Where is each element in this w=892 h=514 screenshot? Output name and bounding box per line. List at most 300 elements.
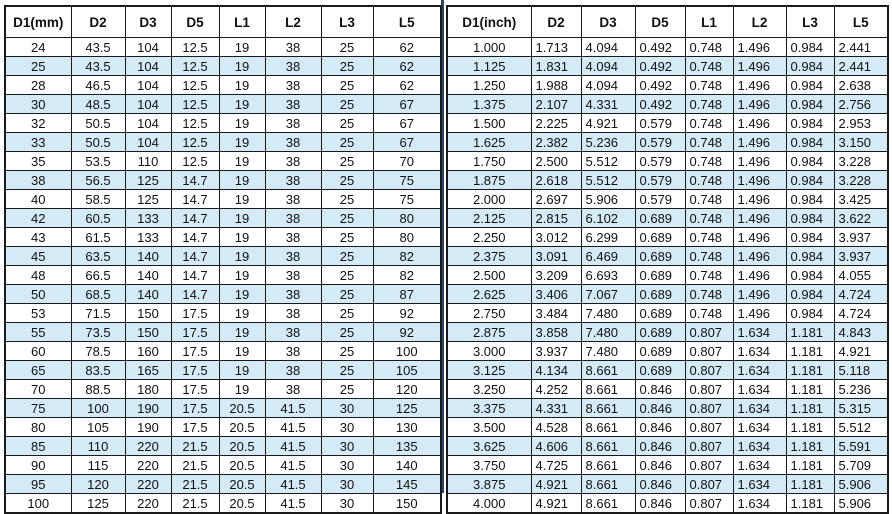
imperial-table-row xyxy=(447,247,888,266)
metric-table-cell: 160 xyxy=(125,342,171,361)
imperial-column-header: D1(inch) xyxy=(447,6,531,38)
metric-table-cell: 73.5 xyxy=(71,323,125,342)
imperial-table-cell: 1.496 xyxy=(733,247,786,266)
metric-table-cell: 12.5 xyxy=(171,152,219,171)
imperial-table-cell: 0.689 xyxy=(635,228,685,247)
imperial-table-cell: 1.496 xyxy=(733,133,786,152)
imperial-table-cell: 1.181 xyxy=(786,323,834,342)
metric-table-cell: 38 xyxy=(265,323,321,342)
imperial-table-cell: 3.228 xyxy=(834,171,888,190)
metric-table-row xyxy=(5,38,441,57)
metric-table-cell: 125 xyxy=(373,399,441,418)
metric-table-cell: 220 xyxy=(125,494,171,514)
metric-table-cell: 115 xyxy=(71,456,125,475)
imperial-table-cell: 0.579 xyxy=(635,152,685,171)
imperial-table-cell: 1.496 xyxy=(733,304,786,323)
imperial-table-cell: 7.480 xyxy=(581,342,635,361)
imperial-table-cell: 3.125 xyxy=(447,361,531,380)
metric-table-cell: 19 xyxy=(219,209,265,228)
imperial-table-row xyxy=(447,95,888,114)
metric-table-cell: 17.5 xyxy=(171,361,219,380)
metric-table-cell: 25 xyxy=(321,190,373,209)
metric-table-cell: 19 xyxy=(219,190,265,209)
imperial-table-cell: 4.724 xyxy=(834,285,888,304)
imperial-table-cell: 7.480 xyxy=(581,323,635,342)
metric-table-cell: 25 xyxy=(321,380,373,399)
imperial-table-row xyxy=(447,57,888,76)
metric-table-row xyxy=(5,323,441,342)
metric-table-cell: 30 xyxy=(321,399,373,418)
imperial-table-cell: 6.299 xyxy=(581,228,635,247)
imperial-table-cell: 0.689 xyxy=(635,323,685,342)
metric-table-cell: 190 xyxy=(125,399,171,418)
imperial-table-cell: 0.689 xyxy=(635,285,685,304)
imperial-column-header: L2 xyxy=(733,6,786,38)
metric-table-cell: 17.5 xyxy=(171,380,219,399)
imperial-table-cell: 8.661 xyxy=(581,418,635,437)
imperial-table-cell: 0.748 xyxy=(685,266,733,285)
imperial-table-cell: 1.181 xyxy=(786,456,834,475)
metric-table-cell: 14.7 xyxy=(171,266,219,285)
imperial-column-header: D5 xyxy=(635,6,685,38)
imperial-table-row xyxy=(447,494,888,514)
imperial-table-cell: 1.634 xyxy=(733,342,786,361)
metric-column-header: L1 xyxy=(219,6,265,38)
metric-table-cell: 87 xyxy=(373,285,441,304)
imperial-table-cell: 2.500 xyxy=(447,266,531,285)
imperial-table-cell: 8.661 xyxy=(581,380,635,399)
metric-column-header: D2 xyxy=(71,6,125,38)
metric-table-cell: 25 xyxy=(321,95,373,114)
imperial-table-cell: 3.228 xyxy=(834,152,888,171)
metric-table-cell: 65 xyxy=(5,361,71,380)
imperial-table-cell: 0.492 xyxy=(635,57,685,76)
imperial-table-cell: 0.807 xyxy=(685,437,733,456)
metric-table-row xyxy=(5,285,441,304)
metric-table-cell: 14.7 xyxy=(171,247,219,266)
metric-table-cell: 95 xyxy=(5,475,71,494)
metric-table-cell: 220 xyxy=(125,456,171,475)
metric-table-cell: 38 xyxy=(265,76,321,95)
metric-table-cell: 41.5 xyxy=(265,475,321,494)
imperial-column-header: L1 xyxy=(685,6,733,38)
metric-table-cell: 53 xyxy=(5,304,71,323)
metric-table-cell: 38 xyxy=(265,342,321,361)
metric-table-cell: 67 xyxy=(373,114,441,133)
metric-table-cell: 53.5 xyxy=(71,152,125,171)
imperial-table-cell: 4.331 xyxy=(581,95,635,114)
metric-table-cell: 12.5 xyxy=(171,95,219,114)
imperial-table-cell: 1.625 xyxy=(447,133,531,152)
imperial-table-cell: 3.375 xyxy=(447,399,531,418)
imperial-table-cell: 1.375 xyxy=(447,95,531,114)
metric-table-cell: 38 xyxy=(265,152,321,171)
imperial-table-cell: 8.661 xyxy=(581,475,635,494)
imperial-table-cell: 1.634 xyxy=(733,494,786,514)
imperial-table-cell: 0.846 xyxy=(635,494,685,514)
imperial-table-cell: 5.236 xyxy=(581,133,635,152)
imperial-table-cell: 4.921 xyxy=(531,494,581,514)
metric-table-cell: 32 xyxy=(5,114,71,133)
metric-column-header: L3 xyxy=(321,6,373,38)
imperial-table-cell: 5.315 xyxy=(834,399,888,418)
imperial-table-cell: 0.984 xyxy=(786,247,834,266)
metric-table-cell: 25 xyxy=(321,209,373,228)
imperial-table-cell: 0.984 xyxy=(786,38,834,57)
imperial-table-row xyxy=(447,399,888,418)
metric-table-row xyxy=(5,266,441,285)
imperial-table-cell: 4.725 xyxy=(531,456,581,475)
imperial-table-cell: 6.102 xyxy=(581,209,635,228)
imperial-table-cell: 1.634 xyxy=(733,399,786,418)
imperial-table-cell: 3.622 xyxy=(834,209,888,228)
imperial-table-cell: 1.634 xyxy=(733,323,786,342)
imperial-table-row xyxy=(447,456,888,475)
metric-table-cell: 25 xyxy=(321,285,373,304)
imperial-table-cell: 0.984 xyxy=(786,152,834,171)
imperial-table-cell: 2.225 xyxy=(531,114,581,133)
metric-table-cell: 25 xyxy=(321,342,373,361)
imperial-table-cell: 1.250 xyxy=(447,76,531,95)
imperial-table-cell: 4.921 xyxy=(834,342,888,361)
metric-table-cell: 104 xyxy=(125,133,171,152)
imperial-table-cell: 1.496 xyxy=(733,190,786,209)
imperial-table-cell: 2.000 xyxy=(447,190,531,209)
metric-table-cell: 20.5 xyxy=(219,475,265,494)
imperial-table-cell: 2.750 xyxy=(447,304,531,323)
imperial-table-cell: 1.496 xyxy=(733,171,786,190)
imperial-table-row xyxy=(447,228,888,247)
imperial-table-cell: 0.579 xyxy=(635,133,685,152)
metric-table-cell: 25 xyxy=(321,304,373,323)
metric-table-cell: 25 xyxy=(321,266,373,285)
imperial-table-cell: 0.748 xyxy=(685,285,733,304)
imperial-table-cell: 2.441 xyxy=(834,38,888,57)
metric-table-row xyxy=(5,228,441,247)
imperial-table-cell: 2.625 xyxy=(447,285,531,304)
metric-table-row xyxy=(5,399,441,418)
imperial-table-cell: 2.875 xyxy=(447,323,531,342)
metric-table-cell: 38 xyxy=(265,266,321,285)
imperial-table-cell: 1.750 xyxy=(447,152,531,171)
metric-table-cell: 60 xyxy=(5,342,71,361)
metric-table-cell: 12.5 xyxy=(171,38,219,57)
imperial-column-header: L3 xyxy=(786,6,834,38)
imperial-table-cell: 0.807 xyxy=(685,380,733,399)
metric-column-header: D1(mm) xyxy=(5,6,71,38)
metric-table-cell: 38 xyxy=(265,247,321,266)
metric-table-cell: 25 xyxy=(321,228,373,247)
imperial-table-cell: 0.807 xyxy=(685,418,733,437)
metric-table-cell: 25 xyxy=(321,361,373,380)
imperial-table-cell: 2.125 xyxy=(447,209,531,228)
metric-table-cell: 80 xyxy=(373,209,441,228)
metric-table-cell: 38 xyxy=(265,95,321,114)
metric-table-cell: 43.5 xyxy=(71,38,125,57)
imperial-table-cell: 0.748 xyxy=(685,171,733,190)
imperial-table-cell: 0.846 xyxy=(635,380,685,399)
metric-table-cell: 120 xyxy=(373,380,441,399)
metric-table-cell: 17.5 xyxy=(171,323,219,342)
imperial-table-cell: 3.012 xyxy=(531,228,581,247)
metric-table-cell: 120 xyxy=(71,475,125,494)
metric-table-cell: 92 xyxy=(373,323,441,342)
metric-table-cell: 104 xyxy=(125,95,171,114)
metric-table-cell: 62 xyxy=(373,76,441,95)
imperial-table-cell: 5.709 xyxy=(834,456,888,475)
metric-table-cell: 30 xyxy=(321,437,373,456)
imperial-table-cell: 1.496 xyxy=(733,76,786,95)
metric-table-cell: 140 xyxy=(373,456,441,475)
imperial-table-cell: 1.181 xyxy=(786,475,834,494)
imperial-table-cell: 0.984 xyxy=(786,266,834,285)
metric-table-cell: 28 xyxy=(5,76,71,95)
metric-table-cell: 135 xyxy=(373,437,441,456)
metric-table-cell: 140 xyxy=(125,247,171,266)
imperial-table-cell: 0.579 xyxy=(635,190,685,209)
metric-header-row xyxy=(5,6,441,38)
imperial-table-cell: 0.984 xyxy=(786,228,834,247)
imperial-table-cell: 1.125 xyxy=(447,57,531,76)
imperial-table-cell: 2.500 xyxy=(531,152,581,171)
imperial-table-cell: 3.625 xyxy=(447,437,531,456)
metric-table-row xyxy=(5,114,441,133)
imperial-table-row xyxy=(447,133,888,152)
imperial-table-cell: 0.492 xyxy=(635,76,685,95)
imperial-table-cell: 0.748 xyxy=(685,95,733,114)
metric-table-row xyxy=(5,304,441,323)
metric-table-cell: 48.5 xyxy=(71,95,125,114)
imperial-table-row xyxy=(447,342,888,361)
imperial-table-cell: 0.579 xyxy=(635,171,685,190)
imperial-table-header xyxy=(447,6,888,38)
imperial-table-cell: 0.689 xyxy=(635,361,685,380)
metric-table-cell: 50.5 xyxy=(71,133,125,152)
imperial-table-cell: 0.984 xyxy=(786,76,834,95)
imperial-table-cell: 3.484 xyxy=(531,304,581,323)
metric-table-row xyxy=(5,95,441,114)
imperial-table-cell: 8.661 xyxy=(581,456,635,475)
metric-table-header xyxy=(5,6,441,38)
metric-table-cell: 190 xyxy=(125,418,171,437)
imperial-table-row xyxy=(447,285,888,304)
metric-table-cell: 38 xyxy=(265,133,321,152)
imperial-table-cell: 0.689 xyxy=(635,209,685,228)
metric-table-row xyxy=(5,456,441,475)
metric-table-cell: 12.5 xyxy=(171,114,219,133)
metric-table-cell: 80 xyxy=(373,228,441,247)
metric-table-cell: 71.5 xyxy=(71,304,125,323)
imperial-column-header: D2 xyxy=(531,6,581,38)
metric-table-row xyxy=(5,342,441,361)
imperial-table-row xyxy=(447,418,888,437)
imperial-table-cell: 0.984 xyxy=(786,190,834,209)
imperial-table-cell: 5.906 xyxy=(834,475,888,494)
metric-table-cell: 25 xyxy=(321,57,373,76)
imperial-table-cell: 0.689 xyxy=(635,247,685,266)
imperial-table-cell: 2.638 xyxy=(834,76,888,95)
imperial-table-cell: 1.181 xyxy=(786,380,834,399)
metric-table-cell: 100 xyxy=(5,494,71,514)
metric-table-cell: 41.5 xyxy=(265,437,321,456)
imperial-table-cell: 1.181 xyxy=(786,342,834,361)
imperial-table-cell: 1.181 xyxy=(786,437,834,456)
metric-table-cell: 62 xyxy=(373,38,441,57)
imperial-table-cell: 0.846 xyxy=(635,456,685,475)
metric-table-cell: 41.5 xyxy=(265,399,321,418)
metric-table-cell: 25 xyxy=(321,247,373,266)
imperial-table-row xyxy=(447,209,888,228)
imperial-table-cell: 2.618 xyxy=(531,171,581,190)
imperial-table-cell: 1.634 xyxy=(733,418,786,437)
imperial-table-cell: 1.634 xyxy=(733,456,786,475)
metric-table-cell: 105 xyxy=(71,418,125,437)
metric-table-row xyxy=(5,133,441,152)
metric-table-cell: 21.5 xyxy=(171,437,219,456)
metric-table-cell: 25 xyxy=(5,57,71,76)
imperial-table-cell: 1.496 xyxy=(733,266,786,285)
metric-table-cell: 38 xyxy=(265,38,321,57)
imperial-table-cell: 1.496 xyxy=(733,285,786,304)
metric-table-cell: 30 xyxy=(5,95,71,114)
metric-table-cell: 38 xyxy=(265,114,321,133)
imperial-table-cell: 4.606 xyxy=(531,437,581,456)
imperial-table-cell: 0.807 xyxy=(685,494,733,514)
imperial-table-cell: 0.984 xyxy=(786,209,834,228)
imperial-table-cell: 0.689 xyxy=(635,342,685,361)
metric-table-cell: 46.5 xyxy=(71,76,125,95)
imperial-table-cell: 4.921 xyxy=(531,475,581,494)
metric-table-cell: 41.5 xyxy=(265,494,321,514)
metric-table-row xyxy=(5,209,441,228)
imperial-table-cell: 0.984 xyxy=(786,171,834,190)
metric-table-cell: 58.5 xyxy=(71,190,125,209)
imperial-table-cell: 4.331 xyxy=(531,399,581,418)
metric-table-cell: 125 xyxy=(71,494,125,514)
imperial-table-cell: 5.906 xyxy=(834,494,888,514)
imperial-table-cell: 1.831 xyxy=(531,57,581,76)
metric-column-header: L2 xyxy=(265,6,321,38)
metric-table-cell: 25 xyxy=(321,323,373,342)
metric-table-cell: 38 xyxy=(265,285,321,304)
metric-table-cell: 19 xyxy=(219,228,265,247)
metric-table-cell: 17.5 xyxy=(171,304,219,323)
imperial-table-cell: 3.750 xyxy=(447,456,531,475)
imperial-table-cell: 3.937 xyxy=(834,247,888,266)
metric-table-cell: 105 xyxy=(373,361,441,380)
metric-table-cell: 17.5 xyxy=(171,399,219,418)
imperial-table-cell: 1.634 xyxy=(733,361,786,380)
metric-table-cell: 83.5 xyxy=(71,361,125,380)
imperial-table-row xyxy=(447,152,888,171)
metric-table-cell: 63.5 xyxy=(71,247,125,266)
metric-table-cell: 104 xyxy=(125,76,171,95)
metric-table-row xyxy=(5,361,441,380)
metric-table-cell: 133 xyxy=(125,209,171,228)
imperial-table-cell: 5.236 xyxy=(834,380,888,399)
metric-table-cell: 38 xyxy=(265,57,321,76)
metric-table-cell: 14.7 xyxy=(171,190,219,209)
metric-table-cell: 80 xyxy=(5,418,71,437)
imperial-table-cell: 3.150 xyxy=(834,133,888,152)
imperial-table-cell: 0.748 xyxy=(685,209,733,228)
imperial-table-cell: 1.181 xyxy=(786,361,834,380)
metric-table-body xyxy=(5,38,441,514)
metric-table-cell: 88.5 xyxy=(71,380,125,399)
metric-table-cell: 104 xyxy=(125,38,171,57)
imperial-table-cell: 4.921 xyxy=(581,114,635,133)
imperial-table-cell: 2.815 xyxy=(531,209,581,228)
imperial-table-cell: 5.512 xyxy=(581,171,635,190)
imperial-table-cell: 2.953 xyxy=(834,114,888,133)
metric-table-cell: 19 xyxy=(219,285,265,304)
metric-table-row xyxy=(5,380,441,399)
metric-table-row xyxy=(5,57,441,76)
imperial-column-header: D3 xyxy=(581,6,635,38)
metric-table-cell: 150 xyxy=(125,304,171,323)
imperial-dimension-table xyxy=(446,5,889,514)
imperial-table-cell: 0.984 xyxy=(786,114,834,133)
metric-table-cell: 140 xyxy=(125,266,171,285)
metric-table-cell: 19 xyxy=(219,76,265,95)
imperial-table-cell: 6.693 xyxy=(581,266,635,285)
imperial-table-cell: 4.843 xyxy=(834,323,888,342)
metric-table-cell: 38 xyxy=(265,228,321,247)
metric-table-cell: 56.5 xyxy=(71,171,125,190)
metric-table-cell: 14.7 xyxy=(171,209,219,228)
imperial-table-cell: 3.875 xyxy=(447,475,531,494)
metric-table-cell: 104 xyxy=(125,57,171,76)
metric-table-cell: 38 xyxy=(265,380,321,399)
metric-table-cell: 21.5 xyxy=(171,475,219,494)
metric-table-cell: 40 xyxy=(5,190,71,209)
metric-table-cell: 19 xyxy=(219,266,265,285)
metric-table-cell: 19 xyxy=(219,323,265,342)
metric-table-cell: 19 xyxy=(219,57,265,76)
imperial-table-row xyxy=(447,475,888,494)
imperial-column-header: L5 xyxy=(834,6,888,38)
imperial-table-cell: 0.492 xyxy=(635,95,685,114)
imperial-table-cell: 1.496 xyxy=(733,57,786,76)
metric-table-cell: 45 xyxy=(5,247,71,266)
imperial-table-cell: 0.807 xyxy=(685,342,733,361)
imperial-table-cell: 0.748 xyxy=(685,38,733,57)
imperial-table-cell: 0.807 xyxy=(685,456,733,475)
metric-column-header: D3 xyxy=(125,6,171,38)
metric-table-cell: 220 xyxy=(125,437,171,456)
metric-table-cell: 38 xyxy=(265,304,321,323)
imperial-table-cell: 0.748 xyxy=(685,247,733,266)
metric-table-cell: 19 xyxy=(219,304,265,323)
metric-table-cell: 85 xyxy=(5,437,71,456)
imperial-table-cell: 0.492 xyxy=(635,38,685,57)
imperial-table-cell: 8.661 xyxy=(581,399,635,418)
metric-table-cell: 38 xyxy=(265,190,321,209)
metric-table-cell: 24 xyxy=(5,38,71,57)
imperial-table-cell: 4.000 xyxy=(447,494,531,514)
metric-table-cell: 55 xyxy=(5,323,71,342)
metric-table-cell: 25 xyxy=(321,76,373,95)
metric-table-row xyxy=(5,475,441,494)
imperial-table-cell: 0.689 xyxy=(635,266,685,285)
imperial-table-cell: 3.000 xyxy=(447,342,531,361)
metric-table-cell: 25 xyxy=(321,171,373,190)
imperial-table-cell: 4.094 xyxy=(581,57,635,76)
imperial-table-cell: 1.496 xyxy=(733,38,786,57)
imperial-table-cell: 1.634 xyxy=(733,475,786,494)
imperial-table-cell: 0.748 xyxy=(685,152,733,171)
metric-table-cell: 19 xyxy=(219,171,265,190)
